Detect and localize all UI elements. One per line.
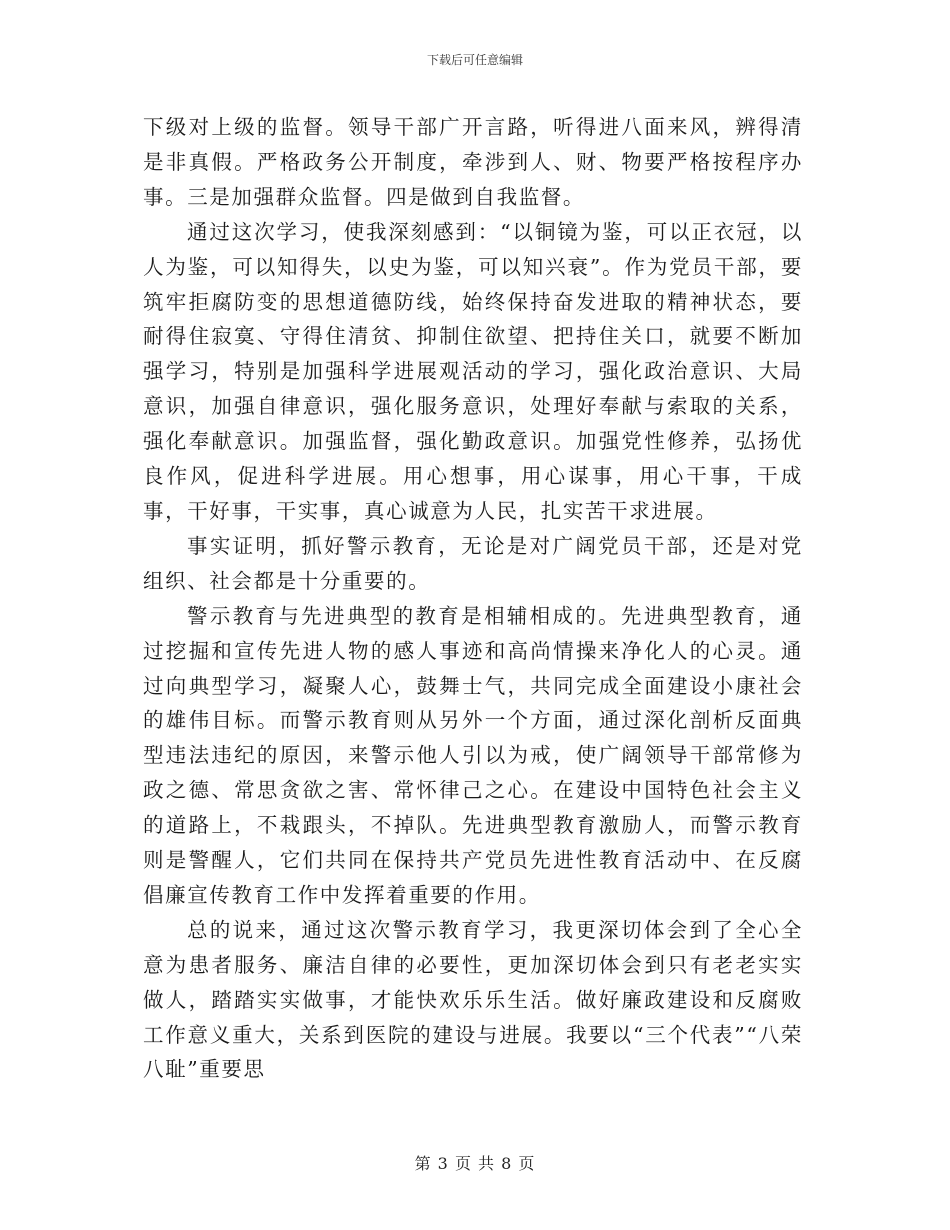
page-number-footer: 第 3 页 共 8 页	[414, 1154, 536, 1173]
page-header: 下载后可任意编辑	[426, 53, 523, 67]
paragraph: 通过这次学习，使我深刻感到：“以铜镜为鉴，可以正衣冠，以人为鉴，可以知得失，以史为鉴，可以知兴衰”。作为党员干部，要筑牢拒腐防变的思想道德防线，始终保持奋发进取的精神状态，要耐得住寂寞、守得住清贫、抑制住欲望、把持住关口，就要不断加强学习，特别是加强科学进展观活动的学习，强化政治意识、大局意识，加强自律意识，强化服务意识，处理好奉献与索取的关系，强化奉献意识。加强监督，强化勤政意识。加强党性修养，弘扬优良作风，促进科学进展。用心想事，用心谋事，用心干事，干成事，干好事，干实事，真心诚意为人民，扎实苦干求进展。	[143, 219, 803, 523]
document-body	[143, 110, 803, 1087]
paragraph: 事实证明，抓好警示教育，无论是对广阔党员干部，还是对党组织、社会都是十分重要的。	[143, 533, 803, 593]
paragraph: 警示教育与先进典型的教育是相辅相成的。先进典型教育，通过挖掘和宣传先进人物的感人事迹和高尚情操来净化人的心灵。通过向典型学习，凝聚人心，鼓舞士气，共同完成全面建设小康社会的雄伟目标。而警示教育则从另外一个方面，通过深化剖析反面典型违法违纪的原因，来警示他人引以为戒，使广阔领导干部常修为政之德、常思贪欲之害、常怀律己之心。在建设中国特色社会主义的道路上，不栽跟头，不掉队。先进典型教育激励人，而警示教育则是警醒人，它们共同在保持共产党员先进性教育活动中、在反腐倡廉宣传教育工作中发挥着重要的作用。	[143, 603, 803, 907]
paragraph-continued: 下级对上级的监督。领导干部广开言路，听得进八面来风，辨得清是非真假。严格政务公开制度，牵涉到人、财、物要严格按程序办事。三是加强群众监督。四是做到自我监督。	[143, 115, 803, 209]
paragraph: 总的说来，通过这次警示教育学习，我更深切体会到了全心全意为患者服务、廉洁自律的必要性，更加深切体会到只有老老实实做人，踏踏实实做事，才能快欢乐乐生活。做好廉政建设和反腐败工作意义重大，关系到医院的建设与进展。我要以“三个代表”“八荣八耻”重要思	[143, 917, 803, 1082]
